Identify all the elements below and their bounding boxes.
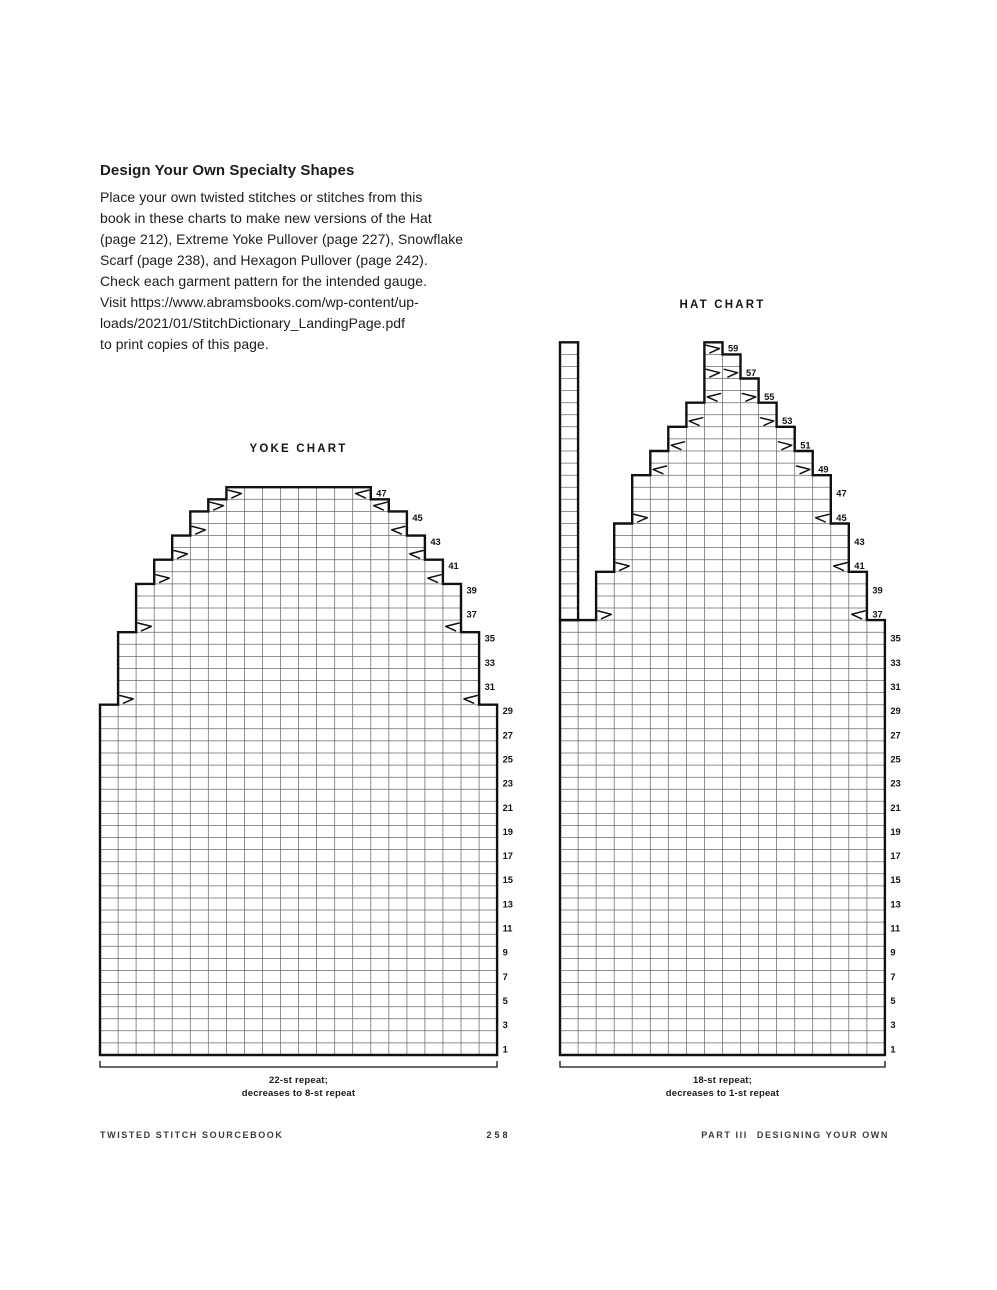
body-line-url: Visit https://www.abramsbooks.com/wp-content/up- xyxy=(100,294,419,310)
decrease-symbol-right xyxy=(706,345,719,353)
row-number-label: 13 xyxy=(890,899,901,910)
row-number-label: 33 xyxy=(890,657,901,668)
repeat-label-line: 22-st repeat; xyxy=(268,1075,329,1086)
row-number-label: 17 xyxy=(502,851,513,862)
hat-side-column-gridlines xyxy=(560,354,578,608)
row-number-label: 55 xyxy=(764,392,775,402)
row-number-label: 23 xyxy=(502,778,513,789)
row-number-label: 47 xyxy=(836,488,847,499)
row-number-label: 27 xyxy=(890,730,901,741)
decrease-symbol-left xyxy=(653,466,666,474)
hat-side-column-outline xyxy=(560,342,578,620)
row-number-label: 1 xyxy=(890,1044,896,1055)
row-number-label: 33 xyxy=(484,657,495,668)
row-number-label: 51 xyxy=(800,440,811,451)
row-number-label: 1 xyxy=(502,1044,508,1055)
decrease-symbol-right xyxy=(724,369,737,377)
row-number-label: 15 xyxy=(890,875,901,886)
body-line: Scarf (page 238), and Hexagon Pullover (page 242). xyxy=(100,252,428,268)
row-number-label: 31 xyxy=(890,682,901,692)
row-number-label: 7 xyxy=(890,971,896,982)
decrease-symbol-right xyxy=(228,490,241,498)
row-number-label: 49 xyxy=(818,464,829,475)
body-line-url: loads/2021/01/StitchDictionary_LandingPage.pdf xyxy=(100,315,406,331)
row-number-label: 5 xyxy=(502,996,508,1006)
row-number-label: 11 xyxy=(890,923,901,934)
decrease-symbol-right xyxy=(760,418,773,426)
row-number-label: 37 xyxy=(466,609,477,620)
yoke-repeat-label xyxy=(100,1075,497,1100)
yoke-body-gridlines xyxy=(100,487,497,1055)
row-number-label: 41 xyxy=(448,561,459,572)
row-number-label: 45 xyxy=(836,512,847,523)
row-number-label: 59 xyxy=(728,343,739,354)
row-number-label: 45 xyxy=(412,512,423,523)
decrease-symbol-right xyxy=(778,442,791,450)
hat-repeat-label xyxy=(560,1075,885,1100)
decrease-symbol-right xyxy=(634,514,647,522)
decrease-symbol-left xyxy=(410,551,423,559)
decrease-symbol-left xyxy=(816,514,829,522)
row-number-label: 21 xyxy=(890,802,901,813)
decrease-symbol-right xyxy=(598,611,611,619)
repeat-label-line: 18-st repeat; xyxy=(692,1075,753,1086)
footer-section: DESIGNING YOUR OWN xyxy=(756,1130,889,1140)
page-heading: Design Your Own Specialty Shapes xyxy=(100,162,355,179)
decrease-symbol-right xyxy=(156,575,169,583)
row-number-label: 9 xyxy=(890,947,896,958)
body-line: Check each garment pattern for the intended gauge. xyxy=(100,273,428,289)
decrease-symbol-right xyxy=(706,369,719,377)
footer-part: PART III xyxy=(701,1130,748,1140)
row-number-label: 57 xyxy=(746,367,757,378)
row-number-label: 3 xyxy=(502,1020,508,1031)
row-number-label: 35 xyxy=(484,633,495,644)
row-number-label: 41 xyxy=(854,561,865,572)
decrease-symbol-left xyxy=(374,502,387,510)
row-number-label: 7 xyxy=(502,971,508,982)
hat-body-gridlines xyxy=(560,354,885,1055)
row-number-label: 19 xyxy=(502,826,513,837)
row-number-label: 5 xyxy=(890,996,896,1006)
row-number-label: 27 xyxy=(502,730,513,741)
footer-page-number: 258 xyxy=(486,1130,511,1140)
row-number-label: 25 xyxy=(502,754,513,765)
row-number-label: 29 xyxy=(890,706,901,717)
decrease-symbol-left xyxy=(356,490,369,498)
hat-body-outline xyxy=(560,342,885,1055)
repeat-label-line: decreases to 1-st repeat xyxy=(665,1087,780,1099)
decrease-symbol-left xyxy=(392,526,405,534)
decrease-symbol-right xyxy=(120,696,133,704)
decrease-symbol-left xyxy=(689,418,702,426)
decrease-symbol-right xyxy=(797,466,810,474)
row-number-label: 9 xyxy=(502,947,508,958)
row-number-label: 31 xyxy=(484,682,495,692)
row-number-label: 39 xyxy=(466,585,477,596)
row-number-label: 35 xyxy=(890,633,901,644)
row-number-label: 21 xyxy=(502,802,513,813)
row-number-label: 11 xyxy=(502,923,513,934)
row-number-label: 3 xyxy=(890,1020,896,1031)
decrease-symbol-left xyxy=(834,563,847,571)
decrease-symbol-right xyxy=(192,526,205,534)
footer-book-title: TWISTED STITCH SOURCEBOOK xyxy=(100,1130,284,1140)
row-number-label: 15 xyxy=(502,875,513,886)
decrease-symbol-left xyxy=(671,442,684,450)
yoke-chart-title: YOKE CHART xyxy=(249,443,348,455)
yoke-chart xyxy=(90,478,530,1078)
decrease-symbol-left xyxy=(446,623,459,631)
decrease-symbol-left xyxy=(852,611,865,619)
footer-part-title xyxy=(701,1130,889,1140)
repeat-bracket xyxy=(100,1061,497,1067)
decrease-symbol-right xyxy=(616,563,629,571)
body-line: to print copies of this page. xyxy=(100,336,269,352)
row-number-label: 29 xyxy=(502,706,513,717)
repeat-label-line: decreases to 8-st repeat xyxy=(241,1087,356,1099)
decrease-symbol-right xyxy=(210,502,223,510)
decrease-symbol-left xyxy=(707,394,720,402)
row-number-label: 17 xyxy=(890,851,901,862)
row-number-label: 37 xyxy=(872,609,883,620)
row-number-label: 25 xyxy=(890,754,901,765)
yoke-body-outline xyxy=(100,487,497,1055)
row-number-label: 47 xyxy=(376,488,387,499)
decrease-symbol-left xyxy=(464,696,477,704)
hat-chart xyxy=(550,336,940,1081)
body-line: Place your own twisted stitches or stitches from this xyxy=(100,189,423,205)
body-line: book in these charts to make new versions of the Hat xyxy=(100,210,432,226)
repeat-bracket xyxy=(560,1061,885,1067)
decrease-symbol-right xyxy=(138,623,151,631)
decrease-symbol-left xyxy=(428,575,441,583)
row-number-label: 13 xyxy=(502,899,513,910)
decrease-symbol-right xyxy=(174,551,187,559)
intro-paragraph xyxy=(100,187,463,355)
hat-chart-title: HAT CHART xyxy=(679,299,766,311)
row-number-label: 39 xyxy=(872,585,883,596)
row-number-label: 23 xyxy=(890,778,901,789)
decrease-symbol-right xyxy=(742,394,755,402)
body-line: (page 212), Extreme Yoke Pullover (page 227), Snowflake xyxy=(100,231,464,247)
row-number-label: 53 xyxy=(782,416,793,427)
row-number-label: 43 xyxy=(430,537,441,547)
row-number-label: 19 xyxy=(890,826,901,837)
row-number-label: 43 xyxy=(854,537,865,547)
